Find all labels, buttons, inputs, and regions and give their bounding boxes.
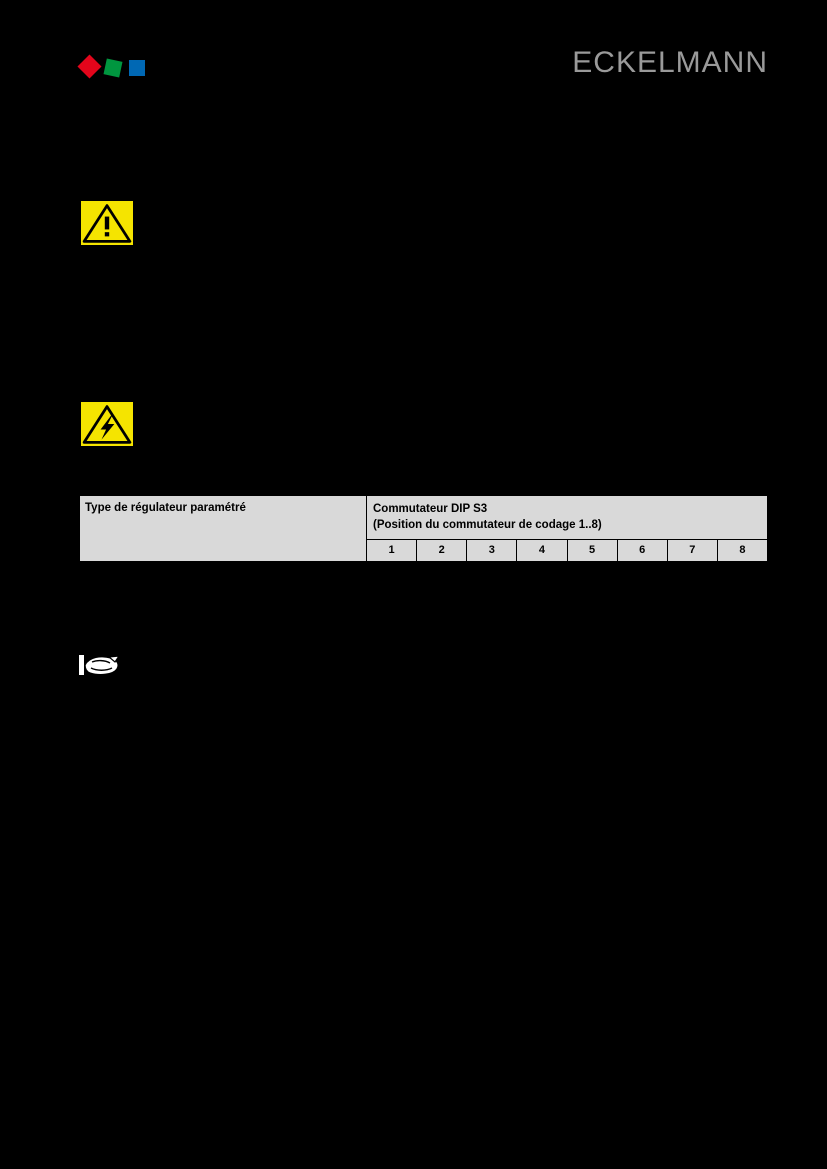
dip-subtitle: (Position du commutateur de codage 1..8): [373, 518, 602, 531]
switch-number-cell: 6: [617, 540, 667, 562]
brand-wordmark: ECKELMANN: [572, 46, 768, 79]
switch-number-cell: 5: [567, 540, 617, 562]
logo-diamond-red-icon: [77, 54, 101, 78]
dip-switch-table: [79, 495, 768, 562]
logo-square-green-icon: [104, 59, 123, 78]
table-header-dip-column: [367, 496, 768, 540]
table-row-header: [80, 496, 768, 540]
warning-general-icon: [79, 199, 135, 247]
switch-number-cell: 8: [717, 540, 767, 562]
switch-number-cell: 7: [667, 540, 717, 562]
company-logo: [79, 52, 149, 82]
switch-number-cell: 2: [417, 540, 467, 562]
warning-electric-shock-icon: [79, 400, 135, 448]
switch-number-cell: 1: [367, 540, 417, 562]
dip-title: Commutateur DIP S3: [373, 503, 488, 515]
switch-number-cell: 3: [467, 540, 517, 562]
table-header-type-column: Type de régulateur paramétré: [80, 496, 367, 562]
switch-number-cell: 4: [517, 540, 567, 562]
logo-square-blue-icon: [129, 60, 145, 76]
note-hand-icon: [79, 653, 121, 677]
